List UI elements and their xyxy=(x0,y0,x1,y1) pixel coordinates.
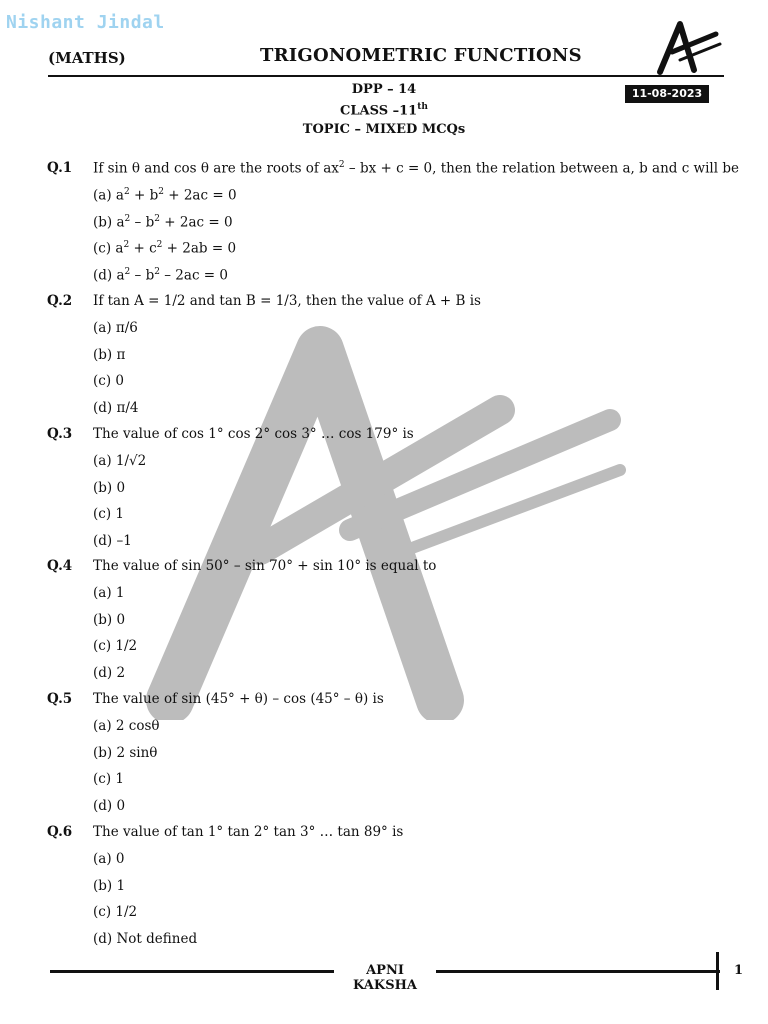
answer-option: (a) π/6 xyxy=(93,320,138,336)
answer-option: (b) $a^2 - b^2 + 2ac = 0$ xyxy=(93,213,233,230)
question-number: Q.6 xyxy=(47,824,73,840)
chapter-title: TRIGONOMETRIC FUNCTIONS xyxy=(260,45,582,66)
question-text: The value of cos 1° cos 2° cos 3° … cos 179° is xyxy=(93,426,414,442)
answer-option: (b) 0 xyxy=(93,479,126,496)
answer-option: (d) 0 xyxy=(93,797,126,814)
question-number: Q.2 xyxy=(47,293,73,309)
class-label: CLASS –11th xyxy=(340,102,428,119)
apni-kaksha-logo-icon xyxy=(650,20,722,76)
answer-option: (b) π xyxy=(93,346,126,363)
answer-option: (c) $a^2 + c^2 + 2ab = 0$ xyxy=(93,240,237,257)
question-number: Q.5 xyxy=(47,691,73,707)
topic-label: TOPIC – MIXED MCQs xyxy=(302,122,466,137)
answer-option: (c) 1 xyxy=(93,506,124,522)
question-text: If tan A = 1/2 and tan B = 1/3, then the value of A + B is xyxy=(93,293,481,309)
answer-option: (a) 2 cosθ xyxy=(93,718,160,734)
background-watermark-logo-icon xyxy=(140,320,640,720)
answer-option: (b) 2 sinθ xyxy=(93,744,158,761)
question-number: Q.1 xyxy=(47,160,73,176)
answer-option: (d) Not defined xyxy=(93,930,198,947)
question-text: If sin θ and cos θ are the roots of $ax^2$ – bx + c = 0, then the relation between a, b and c will be xyxy=(93,160,739,177)
footer-rule-left xyxy=(50,970,334,973)
date-badge: 11-08-2023 xyxy=(625,85,709,103)
answer-option: (a) 0 xyxy=(93,851,125,867)
page-number: 1 xyxy=(734,963,744,978)
footer-brand: APNI KAKSHA xyxy=(353,963,417,993)
answer-option: (d) π/4 xyxy=(93,399,139,416)
answer-option: (c) 0 xyxy=(93,373,124,389)
answer-option: (a) $a^2 + b^2 + 2ac = 0$ xyxy=(93,187,237,204)
answer-option: (d) –1 xyxy=(93,532,132,549)
answer-option: (a) 1/√2 xyxy=(93,453,147,469)
footer-tick xyxy=(716,952,719,990)
question-number: Q.4 xyxy=(47,558,73,574)
subject-label: (MATHS) xyxy=(48,49,126,67)
watermark-author-name: Nishant Jindal xyxy=(6,12,165,33)
header-divider xyxy=(48,75,724,77)
answer-option: (b) 0 xyxy=(93,611,126,628)
answer-option: (b) 1 xyxy=(93,877,126,894)
question-text: The value of tan 1° tan 2° tan 3° … tan 89° is xyxy=(93,824,404,840)
answer-option: (c) 1/2 xyxy=(93,904,138,920)
question-number: Q.3 xyxy=(47,426,73,442)
answer-option: (c) 1/2 xyxy=(93,638,138,654)
question-text: The value of sin (45° + θ) – cos (45° – θ) is xyxy=(93,691,384,707)
answer-option: (d) $a^2 - b^2 - 2ac = 0$ xyxy=(93,266,228,283)
question-text: The value of sin 50° – sin 70° + sin 10° is equal to xyxy=(93,558,437,574)
dpp-number: DPP – 14 xyxy=(351,82,417,97)
answer-option: (a) 1 xyxy=(93,585,125,601)
answer-option: (c) 1 xyxy=(93,771,124,787)
answer-option: (d) 2 xyxy=(93,664,126,681)
footer-rule-right xyxy=(436,970,720,973)
